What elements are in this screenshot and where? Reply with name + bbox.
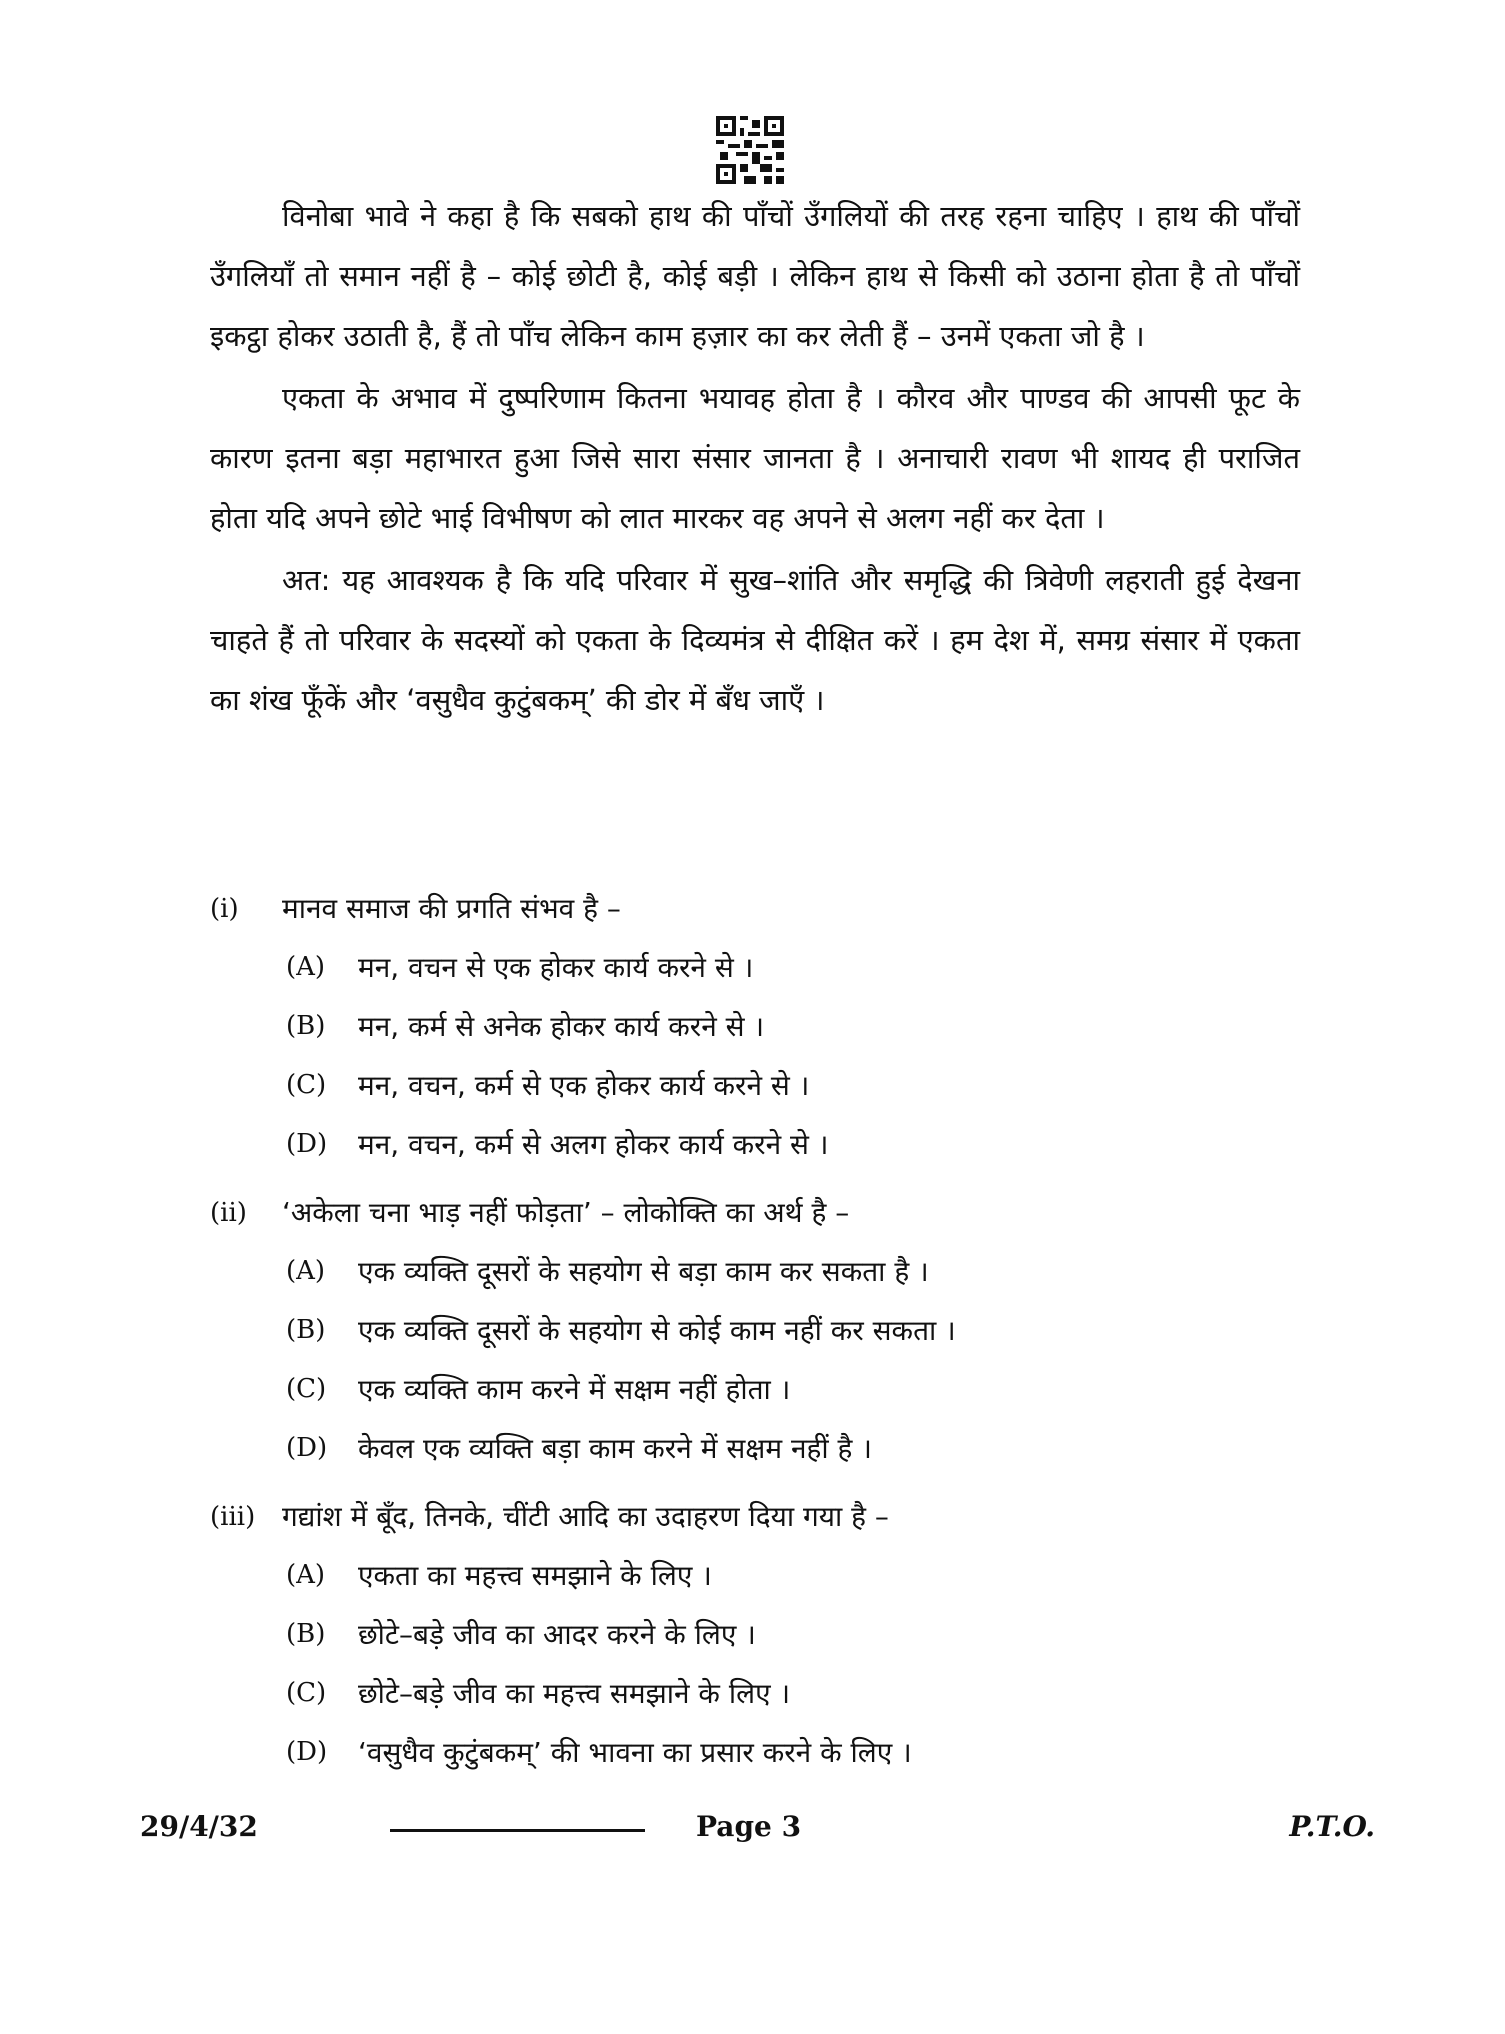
- option-text: एक व्यक्ति दूसरों के सहयोग से बड़ा काम कर सकता है ।: [358, 1255, 929, 1288]
- page-footer: [140, 1810, 1375, 1860]
- paper-code: 29/4/32: [140, 1810, 258, 1843]
- option-text: छोटे–बड़े जीव का आदर करने के लिए ।: [358, 1618, 756, 1651]
- qr-code-graphic: [716, 116, 784, 184]
- option-c: [210, 1664, 1310, 1723]
- questions-list: [210, 880, 1310, 1792]
- option-label: (B): [286, 1011, 326, 1041]
- option-label: (D): [286, 1737, 328, 1767]
- passage-paragraph: एकता के अभाव में दुष्परिणाम कितना भयावह होता है । कौरव और पाण्डव की आपसी फूट के कारण इतना बड़ा महाभारत हुआ जिसे सारा संसार जानता है । अनाचारी रावण भी शायद ही पराजित होता यदि अपने छोटे भाई विभीषण को लात मारकर वह अपने से अलग नहीं कर देता ।: [210, 381, 1300, 535]
- question-text: गद्यांश में बूँद, तिनके, चींटी आदि का उदाहरण दिया गया है –: [282, 1500, 889, 1533]
- passage-paragraph: विनोबा भावे ने कहा है कि सबको हाथ की पाँचों उँगलियों की तरह रहना चाहिए । हाथ की पाँचों उँगलियाँ तो समान नहीं है – कोई छोटी है, कोई बड़ी । लेकिन हाथ से किसी को उठाना होता है तो पाँचों इकट्ठा होकर उठाती है, हैं तो पाँच लेकिन काम हज़ार का कर लेती हैं – उनमें एकता जो है ।: [210, 199, 1300, 353]
- option-b: [210, 997, 1310, 1056]
- question-number: (i): [210, 894, 239, 924]
- question-number: (ii): [210, 1198, 247, 1228]
- question-header: [210, 1184, 1310, 1242]
- option-text: एकता का महत्त्व समझाने के लिए ।: [358, 1559, 712, 1592]
- page-number: Page 3: [696, 1810, 802, 1843]
- option-text: छोटे–बड़े जीव का महत्त्व समझाने के लिए ।: [358, 1677, 791, 1710]
- pto-label: P.T.O.: [1289, 1810, 1375, 1843]
- question-1: [210, 880, 1310, 1174]
- option-text: मन, वचन, कर्म से एक होकर कार्य करने से ।: [358, 1069, 810, 1102]
- question-text: मानव समाज की प्रगति संभव है –: [282, 892, 621, 925]
- option-d: [210, 1419, 1310, 1478]
- option-a: [210, 938, 1310, 997]
- question-number: (iii): [210, 1502, 256, 1532]
- option-text: एक व्यक्ति दूसरों के सहयोग से कोई काम नहीं कर सकता ।: [358, 1314, 956, 1347]
- question-3: [210, 1488, 1310, 1782]
- option-text: मन, वचन से एक होकर कार्य करने से ।: [358, 951, 754, 984]
- passage-paragraph: अत: यह आवश्यक है कि यदि परिवार में सुख–शांति और समृद्धि की त्रिवेणी लहराती हुई देखना चाहते हैं तो परिवार के सदस्यों को एकता के दिव्यमंत्र से दीक्षित करें । हम देश में, समग्र संसार में एकता का शंख फूँकें और ‘वसुधैव कुटुंबकम्’ की डोर में बँध जाएँ ।: [210, 563, 1300, 717]
- option-text: केवल एक व्यक्ति बड़ा काम करने में सक्षम नहीं है ।: [358, 1432, 872, 1465]
- option-c: [210, 1360, 1310, 1419]
- option-text: मन, कर्म से अनेक होकर कार्य करने से ।: [358, 1010, 765, 1043]
- footer-divider: [390, 1829, 645, 1832]
- option-b: [210, 1605, 1310, 1664]
- question-header: [210, 880, 1310, 938]
- option-text: एक व्यक्ति काम करने में सक्षम नहीं होता ।: [358, 1373, 791, 1406]
- option-label: (D): [286, 1433, 328, 1463]
- option-label: (A): [286, 1560, 326, 1590]
- option-label: (B): [286, 1315, 326, 1345]
- qr-code: [716, 116, 784, 184]
- option-d: [210, 1723, 1310, 1782]
- option-b: [210, 1301, 1310, 1360]
- option-a: [210, 1546, 1310, 1605]
- passage: [210, 186, 1300, 732]
- question-header: [210, 1488, 1310, 1546]
- question-2: [210, 1184, 1310, 1478]
- option-label: (C): [286, 1070, 327, 1100]
- option-c: [210, 1056, 1310, 1115]
- option-label: (C): [286, 1374, 327, 1404]
- option-d: [210, 1115, 1310, 1174]
- option-label: (B): [286, 1619, 326, 1649]
- option-text: ‘वसुधैव कुटुंबकम्’ की भावना का प्रसार करने के लिए ।: [358, 1736, 912, 1769]
- option-label: (A): [286, 1256, 326, 1286]
- option-text: मन, वचन, कर्म से अलग होकर कार्य करने से ।: [358, 1128, 829, 1161]
- option-label: (C): [286, 1678, 327, 1708]
- option-label: (D): [286, 1129, 328, 1159]
- option-label: (A): [286, 952, 326, 982]
- question-text: ‘अकेला चना भाड़ नहीं फोड़ता’ – लोकोक्ति का अर्थ है –: [282, 1196, 850, 1229]
- option-a: [210, 1242, 1310, 1301]
